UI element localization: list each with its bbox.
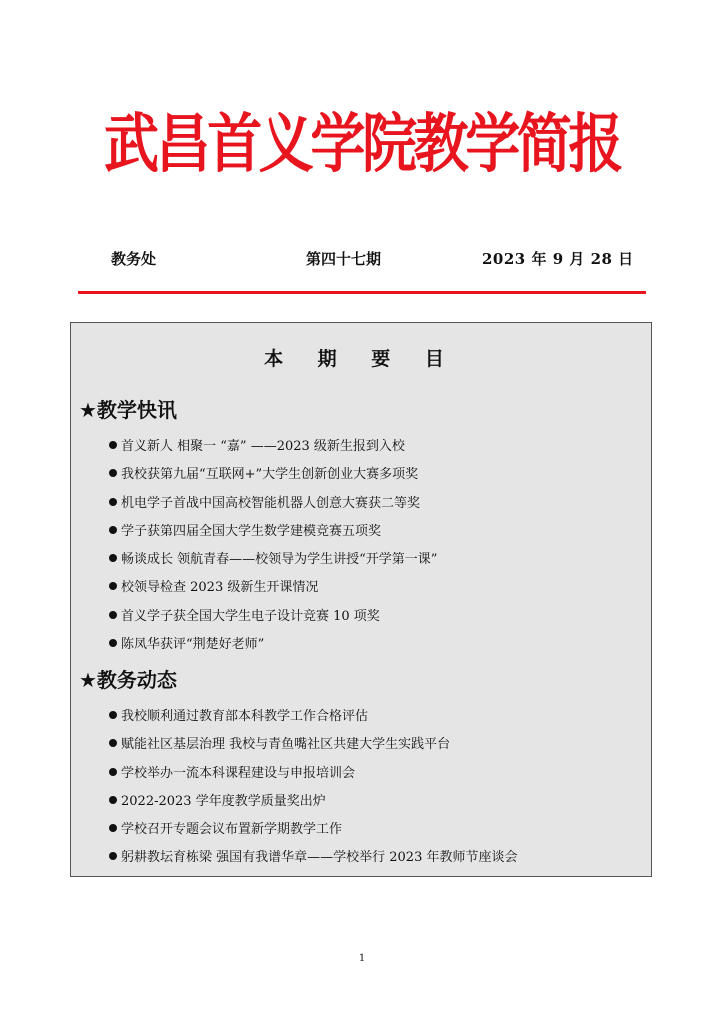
bullet-icon bbox=[109, 469, 117, 477]
section-heading-teaching-news: ★教学快讯 bbox=[79, 398, 177, 422]
list-item bbox=[109, 844, 517, 872]
academic-affairs-list bbox=[109, 703, 517, 873]
section-heading-academic-affairs: ★教务动态 bbox=[79, 668, 177, 692]
list-item bbox=[109, 574, 437, 602]
table-of-contents bbox=[70, 322, 652, 877]
list-item bbox=[109, 461, 437, 489]
header-divider bbox=[78, 291, 646, 294]
list-item bbox=[109, 518, 437, 546]
bullet-icon bbox=[109, 611, 117, 619]
list-item bbox=[109, 731, 517, 759]
item-text: 学校召开专题会议布置新学期教学工作 bbox=[121, 822, 343, 838]
issue-date: 2023 年 9 月 28 日 bbox=[482, 250, 634, 268]
list-item bbox=[109, 433, 437, 461]
toc-title: 本 期 要 目 bbox=[264, 348, 458, 370]
bullet-icon bbox=[109, 739, 117, 747]
page-number: 1 bbox=[358, 953, 366, 964]
bullet-icon bbox=[109, 582, 117, 590]
item-text: 2022-2023 学年度教学质量奖出炉 bbox=[121, 793, 326, 809]
list-item bbox=[109, 546, 437, 574]
item-text: 机电学子首战中国高校智能机器人创意大赛获二等奖 bbox=[121, 495, 421, 511]
item-text: 学校举办一流本科课程建设与申报培训会 bbox=[121, 765, 356, 781]
item-text: 畅谈成长 领航青春——校领导为学生讲授“开学第一课” bbox=[121, 552, 438, 568]
bullet-icon bbox=[109, 852, 117, 860]
bullet-icon bbox=[109, 824, 117, 832]
list-item bbox=[109, 788, 517, 816]
item-text: 校领导检查 2023 级新生开课情况 bbox=[121, 580, 319, 596]
item-text: 首义新人 相聚一 “嘉” ——2023 级新生报到入校 bbox=[121, 439, 405, 454]
item-text: 躬耕教坛育栋梁 强国有我谱华章——学校举行 2023 年教师节座谈会 bbox=[121, 850, 518, 866]
list-item bbox=[109, 603, 437, 631]
item-text: 我校顺利通过教育部本科教学工作合格评估 bbox=[121, 709, 369, 724]
bullet-icon bbox=[109, 639, 117, 647]
list-item bbox=[109, 816, 517, 844]
issue-info-row bbox=[0, 247, 724, 271]
bullet-icon bbox=[109, 796, 117, 804]
bullet-icon bbox=[109, 768, 117, 776]
item-text: 首义学子获全国大学生电子设计竞赛 10 项奖 bbox=[121, 608, 380, 624]
teaching-news-list bbox=[109, 433, 437, 659]
list-item bbox=[109, 490, 437, 518]
item-text: 我校获第九届“互联网+”大学生创新创业大赛多项奖 bbox=[121, 467, 419, 483]
list-item bbox=[109, 631, 437, 659]
bullet-icon bbox=[109, 554, 117, 562]
bullet-icon bbox=[109, 711, 117, 719]
bullet-icon bbox=[109, 441, 117, 449]
issue-number: 第四十七期 bbox=[306, 250, 382, 268]
list-item bbox=[109, 760, 517, 788]
newsletter-masthead: 武昌首义学院教学简报 bbox=[103, 108, 620, 182]
item-text: 赋能社区基层治理 我校与青鱼嘴社区共建大学生实践平台 bbox=[121, 737, 451, 753]
department-label: 教务处 bbox=[111, 250, 157, 268]
item-text: 陈凤华获评“荆楚好老师” bbox=[121, 637, 265, 653]
bullet-icon bbox=[109, 526, 117, 534]
list-item bbox=[109, 703, 517, 731]
bullet-icon bbox=[109, 498, 117, 506]
item-text: 学子获第四届全国大学生数学建模竞赛五项奖 bbox=[121, 523, 382, 539]
